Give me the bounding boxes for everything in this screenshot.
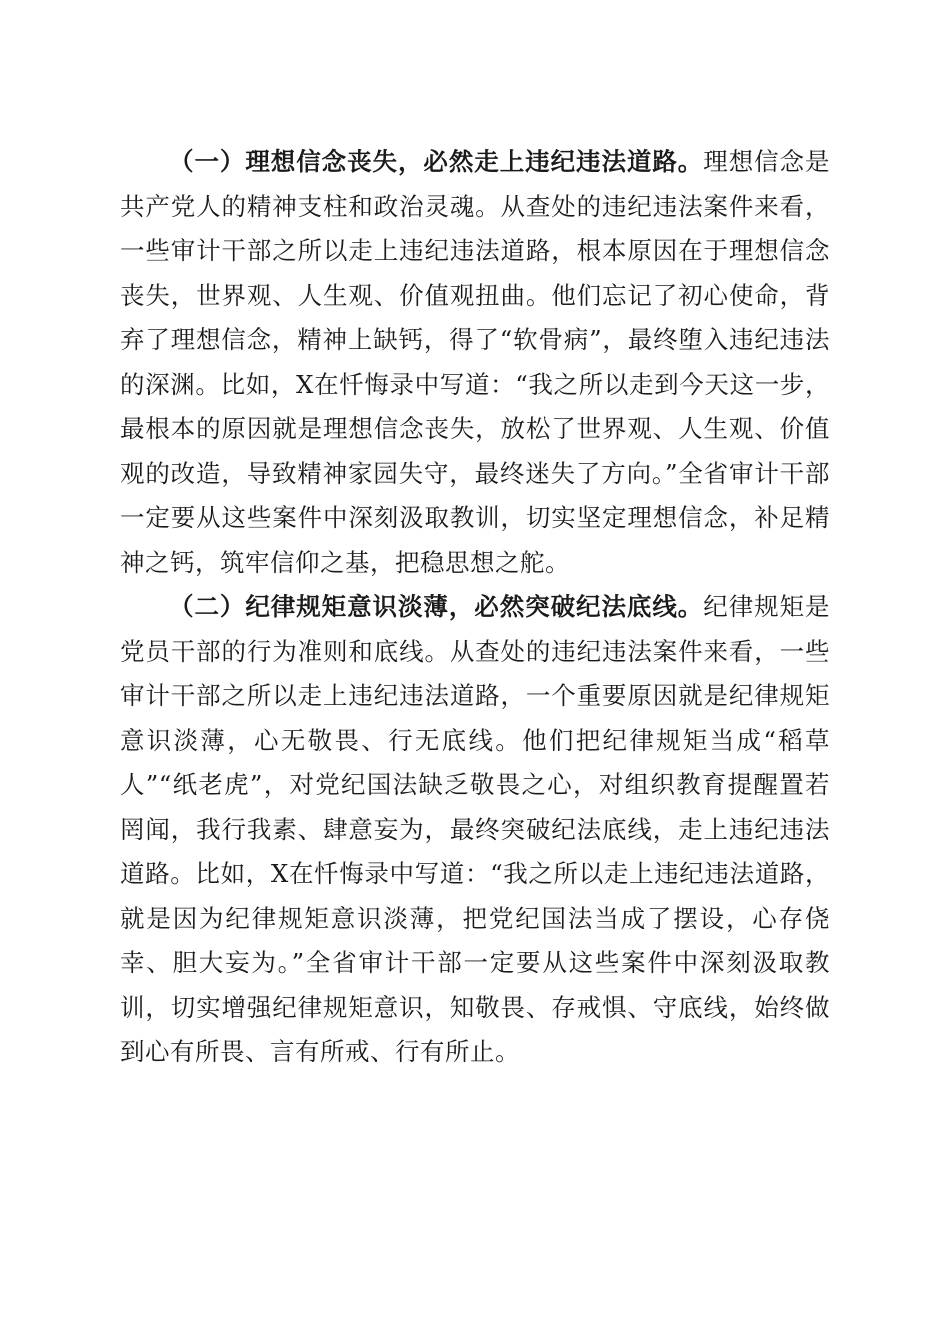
document-page xyxy=(120,140,830,1075)
paragraph-1 xyxy=(120,140,830,585)
paragraph-2-body: 纪律规矩是党员干部的行为准则和底线。从查处的违纪违法案件来看，一些审计干部之所以走上违纪违法道路，一个重要原因就是纪律规矩意识淡薄，心无敬畏、行无底线。他们把纪律规矩当成“稻草人”“纸老虎”，对党纪国法缺乏敬畏之心，对组织教育提醒置若罔闻，我行我素、肆意妄为，最终突破纪法底线，走上违纪违法道路。比如，X在忏悔录中写道：“我之所以走上违纪违法道路，就是因为纪律规矩意识淡薄，把党纪国法当成了摆设，心存侥幸、胆大妄为。”全省审计干部一定要从这些案件中深刻汲取教训，切实增强纪律规矩意识，知敬畏、存戒惧、守底线，始终做到心有所畏、言有所戒、行有所止。 xyxy=(120,592,831,1066)
paragraph-1-body: 理想信念是共产党人的精神支柱和政治灵魂。从查处的违纪违法案件来看，一些审计干部之所以走上违纪违法道路，根本原因在于理想信念丧失，世界观、人生观、价值观扭曲。他们忘记了初心使命，背弃了理想信念，精神上缺钙，得了“软骨病”，最终堕入违纪违法的深渊。比如，X在忏悔录中写道：“我之所以走到今天这一步，最根本的原因就是理想信念丧失，放松了世界观、人生观、价值观的改造，导致精神家园失守，最终迷失了方向。”全省审计干部一定要从这些案件中深刻汲取教训，切实坚定理想信念，补足精神之钙，筑牢信仰之基，把稳思想之舵。 xyxy=(120,147,831,577)
paragraph-2-heading: （二）纪律规矩意识淡薄，必然突破纪法底线。 xyxy=(169,592,704,621)
paragraph-1-heading: （一）理想信念丧失，必然走上违纪违法道路。 xyxy=(169,147,704,176)
paragraph-2 xyxy=(120,585,830,1075)
